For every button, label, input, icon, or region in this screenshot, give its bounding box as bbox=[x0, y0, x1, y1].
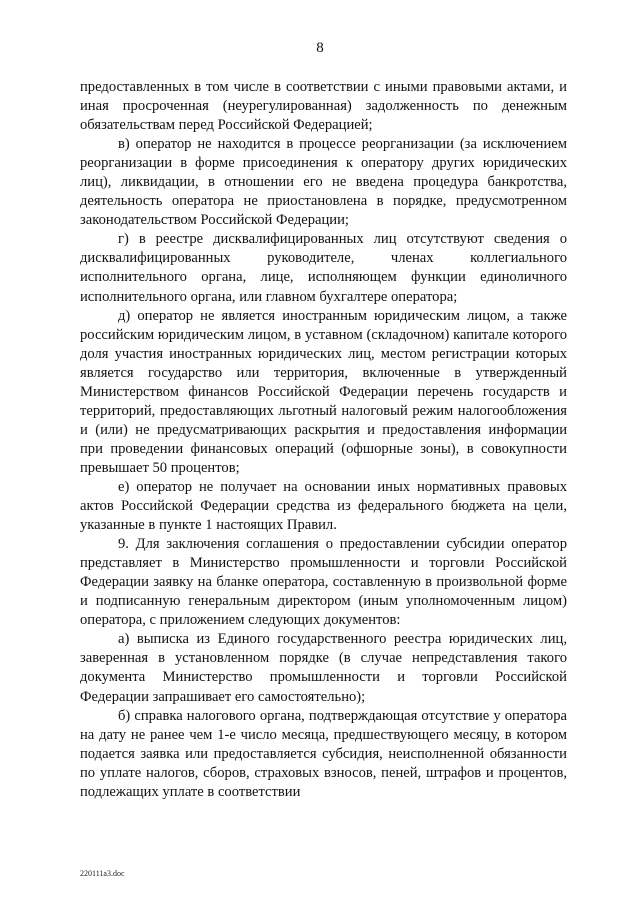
paragraph-item-d: д) оператор не является иностранным юридическим лицом, а также российским юридическим лицом, в уставном (складочном) капитале которого доля участия иностранных юридических лиц, местом регистрации которых является государство или территория, включенные в утвержденный Министерством финансов Российской Федерации перечень государств и территорий, предоставляющих льготный налоговый режим налогообложения и (или) не предусматривающих раскрытия и предоставления информации при проведении финансовых операций (офшорные зоны), в совокупности превышает 50 процентов; bbox=[80, 307, 567, 476]
paragraph-item-e: е) оператор не получает на основании иных нормативных правовых актов Российской Федерации средства из федерального бюджета на цели, указанные в пункте 1 настоящих Правил. bbox=[80, 478, 567, 534]
paragraph-item-v: в) оператор не находится в процессе реорганизации (за исключением реорганизации в форме присоединения к оператору других юридических лиц), ликвидации, в отношении его не введена процедура банкротства, деятельность оператора не приостановлена в порядке, предусмотренном законодательством Российской Федерации; bbox=[80, 136, 567, 229]
paragraph-item-a: а) выписка из Единого государственного реестра юридических лиц, заверенная в установленном порядке (в случае непредставления такого документа Министерство промышленности и торговли Российской Федерации запрашивает его самостоятельно); bbox=[80, 631, 567, 705]
page-number: 8 bbox=[316, 40, 324, 56]
paragraph-continuation: предоставленных в том числе в соответствии с иными правовыми актами, и иная просроченная (неурегулированная) задолженность по денежным обязательствам перед Российской Федерацией; bbox=[80, 79, 567, 134]
document-body bbox=[80, 78, 567, 802]
footer-file-code: 220111a3.doc bbox=[80, 869, 125, 878]
paragraph-item-g: г) в реестре дисквалифицированных лиц отсутствуют сведения о дисквалифицированных руководителе, членах коллегиального исполнительного органа, лице, исполняющем функции единоличного исполнительного органа, или главном бухгалтере оператора; bbox=[80, 231, 567, 305]
paragraph-item-b: б) справка налогового органа, подтверждающая отсутствие у оператора на дату не ранее чем 1-е число месяца, предшествующего месяцу, в котором подается заявка или предоставляется субсидия, неисполненной обязанности по уплате налогов, сборов, страховых взносов, пеней, штрафов и процентов, подлежащих уплате в соответствии bbox=[80, 707, 567, 800]
paragraph-clause-9: 9. Для заключения соглашения о предоставлении субсидии оператор представляет в Министерство промышленности и торговли Российской Федерации заявку на бланке оператора, составленную в произвольной форме и подписанную генеральным директором (иным уполномоченным лицом) оператора, с приложением следующих документов: bbox=[80, 536, 567, 629]
